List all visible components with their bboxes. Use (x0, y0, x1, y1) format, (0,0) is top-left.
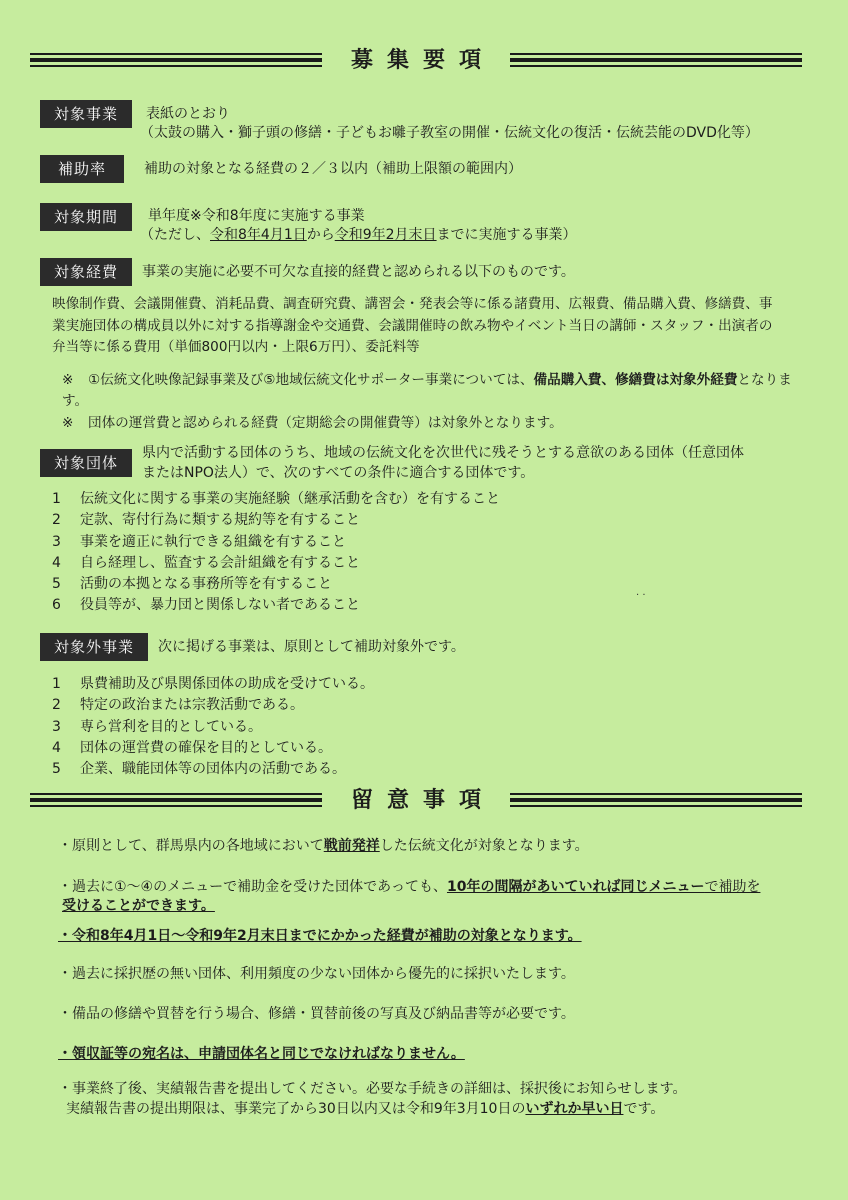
dantai-line2: またはNPO法人）で、次のすべての条件に適合する団体です。 (142, 465, 535, 481)
list-item-text: 活動の本拠となる事務所等を有すること (80, 576, 332, 593)
list-item-number: 1 (52, 491, 61, 507)
section-title-boshu: 募集要項 (350, 48, 495, 73)
ryui-bullet-7: ・事業終了後、実績報告書を提出してください。必要な手続きの詳細は、採択後にお知らせします。 (58, 1081, 687, 1097)
list-item-text: 団体の運営費の確保を目的としている。 (80, 739, 332, 756)
list-item (52, 553, 500, 574)
bullet-text: です。 (623, 1101, 665, 1117)
list-item-number: 2 (52, 512, 61, 529)
header-rule-right (510, 53, 802, 69)
jigyo-line1: 表紙のとおり (146, 106, 230, 122)
list-item-text: 企業、職能団体等の団体内の活動である。 (80, 761, 346, 778)
note1-text: ①伝統文化映像記録事業及び⑤地域伝統文化サポーター事業については、 (88, 372, 534, 388)
ryui-bullet-1 (58, 836, 589, 857)
list-item-text: 専ら営利を目的としている。 (80, 718, 262, 735)
section-header-ryui (30, 786, 802, 820)
kikan-start-date: 令和8年4月1日 (210, 227, 307, 243)
ryui-bullet-7-cont (66, 1099, 664, 1120)
list-item-text: 特定の政治または宗教活動である。 (80, 697, 304, 714)
kikan-line2-text: までに実施する事業） (436, 227, 577, 243)
bullet-emphasis: 受けることができます。 (62, 898, 215, 914)
hojoritsu-line1: 補助の対象となる経費の２／３以内（補助上限額の範囲内） (144, 161, 522, 177)
kikan-line2-text: から (306, 227, 335, 243)
section-header-boshu (30, 46, 802, 80)
list-item (52, 674, 374, 695)
taishogai-list (52, 674, 374, 780)
bullet-text: で補助を (704, 879, 761, 895)
kikan-line2 (140, 225, 577, 245)
scan-speck: · · (636, 590, 646, 601)
list-item (52, 717, 374, 738)
note-mark: ※ (62, 372, 74, 388)
list-item-text: 役員等が、暴力団と関係しない者であること (80, 597, 360, 614)
list-item (52, 489, 500, 510)
ryui-bullet-3 (58, 926, 582, 947)
list-item-number: 5 (52, 576, 61, 593)
ryui-bullet-6 (58, 1044, 465, 1065)
label-taisho-kikan: 対象期間 (40, 203, 132, 231)
bullet-emphasis: 戦前発祥 (323, 838, 380, 854)
header-rule-right (510, 793, 802, 809)
note1-text-end: となります。 (62, 372, 792, 409)
list-item-number: 4 (52, 554, 61, 571)
keihi-line1: 事業の実施に必要不可欠な直接的経費と認められる以下のものです。 (142, 264, 575, 280)
list-item-number: 3 (52, 718, 61, 735)
note-mark: ※ (62, 415, 74, 431)
ryui-bullet-2-cont (62, 896, 215, 917)
keihi-note-2 (62, 413, 792, 434)
header-rule-left (30, 793, 322, 809)
list-item-text: 伝統文化に関する事業の実施経験（継承活動を含む）を有すること (80, 491, 500, 507)
taishogai-line1: 次に掲げる事業は、原則として補助対象外です。 (158, 639, 465, 655)
list-item-number: 2 (52, 697, 61, 714)
kikan-line1: 単年度※令和8年度に実施する事業 (148, 208, 365, 224)
bullet-text: ・過去に①～④のメニューで補助金を受けた団体であっても、 (58, 879, 447, 895)
list-item-number: 5 (52, 761, 61, 778)
ryui-bullet-4: ・過去に採択歴の無い団体、利用頻度の少ない団体から優先的に採択いたします。 (58, 966, 575, 982)
bullet-emphasis: ・領収証等の宛名は、申請団体名と同じでなければなりません。 (58, 1046, 465, 1062)
ryui-bullet-2 (58, 877, 760, 898)
header-rule-left (30, 53, 322, 69)
list-item-text: 自ら経理し、監査する会計組織を有すること (80, 554, 360, 571)
list-item-text: 事業を適正に執行できる組織を有すること (80, 533, 346, 550)
bullet-emphasis: いずれか早い日 (525, 1101, 624, 1117)
label-hojoritsu: 補助率 (40, 155, 124, 183)
list-item (52, 738, 374, 759)
label-taisho-keihi: 対象経費 (40, 258, 132, 286)
list-item-number: 6 (52, 597, 61, 614)
list-item (52, 695, 374, 716)
label-taisho-dantai: 対象団体 (40, 449, 132, 477)
list-item (52, 574, 500, 595)
keihi-paragraph: 映像制作費、会議開催費、消耗品費、調査研究費、講習会・発表会等に係る諸費用、広報費、備品購入費、修繕費、事業実施団体の構成員以外に対する指導謝金や交通費、会議開催時の飲み物やイベント当日の講師・スタッフ・出演者の弁当等に係る費用（単価800円以内・上限6万円）、委託料等 (52, 296, 773, 355)
keihi-note-1 (62, 370, 792, 412)
kikan-end-date: 令和9年2月末日 (334, 227, 437, 243)
kikan-line2-text: （ただし、 (140, 227, 210, 243)
list-item-number: 4 (52, 739, 61, 756)
bullet-text: ・原則として、群馬県内の各地域において (58, 838, 324, 854)
section-title-ryui: 留意事項 (350, 788, 495, 813)
jigyo-line2: （太鼓の購入・獅子頭の修繕・子どもお囃子教室の開催・伝統文化の復活・伝統芸能のDVD化等） (140, 125, 759, 141)
list-item (52, 510, 500, 531)
dantai-conditions-list (52, 489, 500, 617)
label-taishogai-jigyo: 対象外事業 (40, 633, 148, 661)
bullet-emphasis: ・令和8年4月1日～令和9年2月末日までにかかった経費が補助の対象となります。 (58, 928, 582, 944)
list-item-text: 定款、寄付行為に類する規約等を有すること (80, 512, 360, 529)
list-item (52, 759, 374, 780)
ryui-bullet-5: ・備品の修繕や買替を行う場合、修繕・買替前後の写真及び納品書等が必要です。 (58, 1006, 575, 1022)
bullet-emphasis: 10年の間隔があいていれば同じメニュー (446, 879, 705, 895)
note2-text: 団体の運営費と認められる経費（定期総会の開催費等）は対象外となります。 (88, 415, 563, 431)
list-item-number: 3 (52, 533, 61, 550)
list-item (52, 595, 500, 616)
dantai-line1: 県内で活動する団体のうち、地域の伝統文化を次世代に残そうとする意欲のある団体（任意団体 (142, 445, 744, 461)
bullet-text: した伝統文化が対象となります。 (379, 838, 589, 854)
label-taisho-jigyo: 対象事業 (40, 100, 132, 128)
note1-emphasis: 備品購入費、修繕費は対象外経費 (533, 372, 738, 388)
bullet-text: 実績報告書の提出期限は、事業完了から30日以内又は令和9年3月10日の (66, 1101, 526, 1117)
list-item-text: 県費補助及び県関係団体の助成を受けている。 (80, 676, 374, 692)
list-item-number: 1 (52, 676, 61, 692)
list-item (52, 532, 500, 553)
